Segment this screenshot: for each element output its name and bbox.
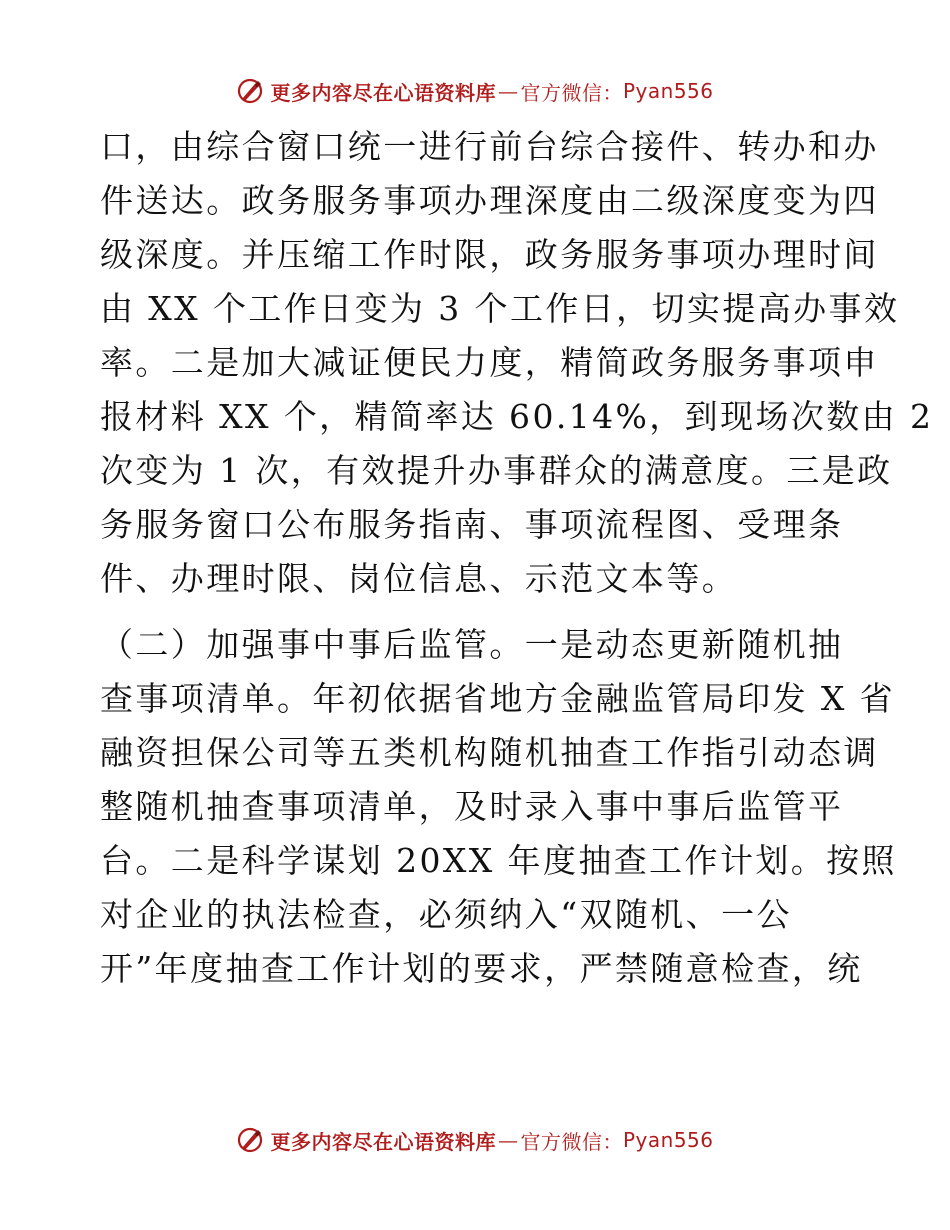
text-line: 查事项清单。年初依据省地方金融监管局印发 X 省 [100,679,896,718]
text-line: 由 XX 个工作日变为 3 个工作日，切实提高办事效 [100,289,900,328]
banner-wechat-id: Pyan556 [622,1128,714,1152]
document-body [100,120,934,996]
text-line: 融资担保公司等五类机构随机抽查工作指引动态调 [100,733,879,772]
text-line: 对企业的执法检查，必须纳入“双随机、一公 [100,895,792,934]
text-line: 报材料 XX 个，精简率达 60.14%，到现场次数由 2 [100,397,934,436]
paragraph-spacer [100,606,860,618]
header-banner [0,71,950,111]
text-line: 台。二是科学谋划 20XX 年度抽查工作计划。按照 [100,841,897,880]
banner-main-text: 更多内容尽在心语资料库 [270,80,496,105]
text-line: 开”年度抽查工作计划的要求，严禁随意检查，统 [100,949,863,988]
footer-banner [0,1120,950,1160]
text-line: 件送达。政务服务事项办理深度由二级深度变为四 [100,181,879,220]
text-line: 务服务窗口公布服务指南、事项流程图、受理条 [100,505,844,544]
text-line: 整随机抽查事项清单，及时录入事中事后监管平 [100,787,844,826]
paragraph-2 [100,618,897,996]
pen-logo-icon [236,1126,264,1154]
banner-wechat-label: 官方微信： [520,80,623,105]
text-line: 次变为 1 次，有效提升办事群众的满意度。三是政 [100,451,893,490]
paragraph-1 [100,120,934,606]
text-line: 口，由综合窗口统一进行前台综合接件、转办和办 [100,127,879,166]
banner-dash: — [497,1128,519,1152]
text-line: 件、办理时限、岗位信息、示范文本等。 [100,559,738,598]
pen-logo-icon [236,77,264,105]
banner-main-text: 更多内容尽在心语资料库 [270,1129,496,1154]
banner-wechat-id: Pyan556 [622,79,714,103]
section-heading-line: （二）加强事中事后监管。一是动态更新随机抽 [100,625,844,664]
banner-wechat-label: 官方微信： [520,1129,623,1154]
text-line: 率。二是加大减证便民力度，精简政务服务事项申 [100,343,879,382]
text-line: 级深度。并压缩工作时限，政务服务事项办理时间 [100,235,879,274]
banner-dash: — [497,79,519,103]
